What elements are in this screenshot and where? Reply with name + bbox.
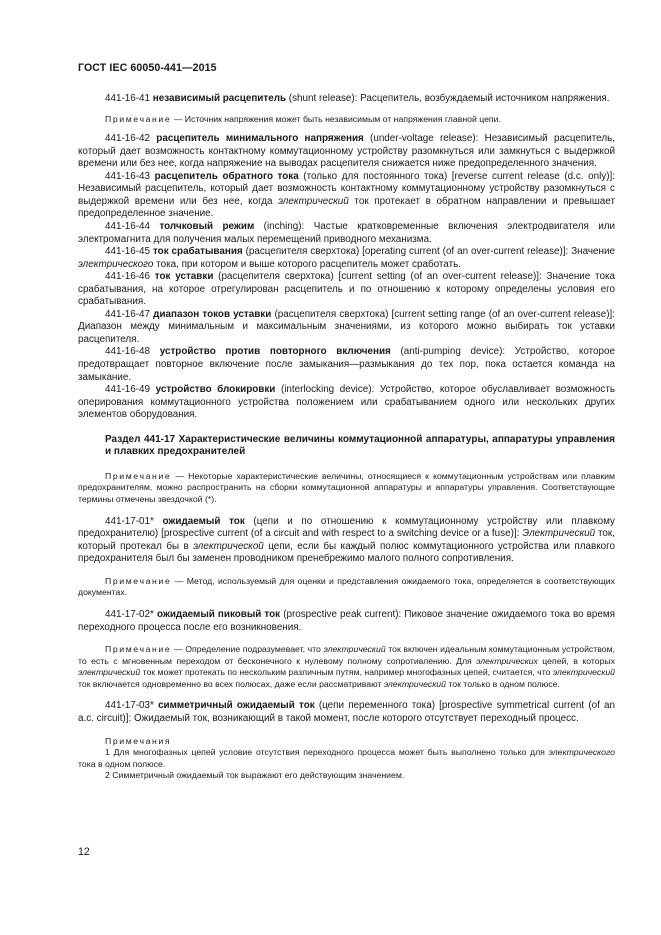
term-definition: (interlocking device): Устройство, которое обуславливает возможность оперирования коммутационного устройства положением или срабатыванием одного или нескольких других элементов оборудования. <box>78 384 615 421</box>
note-label: Примечание <box>105 644 172 655</box>
term-entry <box>78 171 615 221</box>
term-definition: (цепи переменного тока) [prospective symmetrical current (of an a.c. circuit)]: Ожидаемый ток, возникающий в такой момент, после которого отсутствует переходный процесс. <box>78 700 615 724</box>
term-name: расцепитель минимального напряжения <box>156 133 364 145</box>
note-text: — Источник напряжения может быть независимым от напряжения главной цепи. <box>171 113 501 124</box>
note-text: ток только в одном полюсе. <box>445 678 560 689</box>
term-definition: (prospective peak current): Пиковое значение ожидаемого тока во время переходного процесса после его возникновения. <box>78 608 615 633</box>
note-italic: электрический <box>78 667 141 678</box>
term-entry <box>78 609 615 634</box>
note-label: Примечание <box>105 470 172 481</box>
term-entry <box>78 346 615 384</box>
term-definition: тока, при котором и выше которого расцепитель может сработать. <box>153 258 461 270</box>
note-italic: электрический <box>323 644 386 655</box>
note-text: ток включается одновременно во всех полюсах, даже если рассматривают <box>78 678 384 689</box>
term-number: 441-17-02* <box>105 608 154 620</box>
term-definition: (только для постоянного тока) [reverse current release (d.c. only)]: Независимый расцепитель, который дает возможность контактному коммутационному устройству разомкнуться с выдержкой времени или без нее, когда <box>78 170 615 207</box>
term-definition: (расцепителя сверхтока) [operating current (of an over-current release)]: Значение <box>242 246 615 258</box>
term-entry <box>78 246 615 271</box>
note-item <box>78 770 615 782</box>
term-entry <box>78 133 615 171</box>
note <box>78 644 615 690</box>
term-definition: (расцепителя сверхтока) [current setting (of an over-current release)]: Значение тока срабатывания, на которое отрегулирован расцепитель и по отношению к которому определены условия его срабатывания. <box>78 271 615 308</box>
term-name: ток срабатывания <box>152 246 243 258</box>
note <box>78 576 615 599</box>
term-name: расцепитель обратного тока <box>154 170 299 182</box>
term-definition: ток, который протекал бы в <box>78 528 615 552</box>
note-label: Примечания <box>105 735 172 746</box>
term-definition: (расцепителя сверхтока) [current setting range (of an over-current release)]: Диапазон между минимальным и максимальным значениями, из которого можно выбирать ток уставки расцепителя. <box>78 308 616 345</box>
note-text: 2 Симметричный ожидаемый ток выражают его действующим значением. <box>105 770 405 781</box>
note <box>78 471 615 506</box>
term-definition: (цепи и по отношению к коммутационному устройству или плавкому предохранителю) [prospective current (of a circuit and with respect to a switching device or a fuse)]: <box>78 515 615 540</box>
section-title <box>78 434 615 459</box>
term-name: диапазон токов уставки <box>153 308 272 320</box>
term-name: ожидаемый пиковый ток <box>156 608 281 620</box>
term-entry <box>78 384 615 422</box>
term-name: ток уставки <box>154 271 214 283</box>
note-italic: электрический <box>383 678 446 689</box>
section-number: Раздел 441-17 <box>105 433 176 445</box>
term-definition: (anti-pumping device): Устройство, которое предотвращает повторное включение после замыкания—размыкания до тех пор, пока остается команда на замыкание. <box>78 346 615 383</box>
page-content <box>78 93 615 782</box>
notes-heading <box>78 736 615 748</box>
section-name: Характеристические величины коммутационной аппаратуры, аппаратуры управления и плавких предохранителей <box>105 433 615 458</box>
term-entry <box>78 516 615 566</box>
note-text: 1 Для многофазных цепей условие отсутствия переходного процесса может быть выполнено только для <box>105 747 549 758</box>
note <box>78 114 615 126</box>
note-text: ток включен идеальным коммутационным устройством, то есть с мгновенным переходом от бесконечного к нулевому полному сопротивлению. Для <box>78 644 615 666</box>
term-definition: ток протекает в обратном направлении и превышает предопределенное значение. <box>78 195 615 220</box>
term-name: ожидаемый ток <box>162 515 245 527</box>
term-entry <box>78 271 615 309</box>
term-name: толчковый режим <box>159 220 255 232</box>
note-text: — Определение подразумевает, что <box>171 644 324 655</box>
note-text: — Метод, используемый для оценки и представления ожидаемого тока, определяется в соответствующих документах. <box>78 575 615 598</box>
term-definition-italic: Электрический <box>522 528 596 540</box>
note-italic: электрический <box>552 667 615 678</box>
term-number: 441-16-49 <box>105 384 151 396</box>
term-definition-italic: электрической <box>193 540 264 552</box>
note-italic: электрического <box>548 747 615 758</box>
note-text: — Некоторые характеристические величины, относящиеся к коммутационным устройствам или плавким предохранителям, можно распространить на сборки коммутационной аппаратуры и аппаратуры управления. Соответствующие термины отмечены звездочкой (*). <box>78 470 615 504</box>
term-entry <box>78 93 615 106</box>
term-number: 441-16-43 <box>105 170 151 182</box>
term-entry <box>78 700 615 725</box>
term-name: устройство блокировки <box>155 384 276 396</box>
term-number: 441-16-45 <box>105 246 151 258</box>
note-text: цепей, в которых <box>537 655 615 666</box>
note-text: тока в одном полюсе. <box>78 758 166 769</box>
term-definition-italic: электрический <box>278 195 349 207</box>
page-number: 12 <box>78 846 90 858</box>
term-number: 441-16-44 <box>105 220 151 232</box>
note-label: Примечание <box>105 113 172 124</box>
note-italic: электрических <box>476 655 538 666</box>
term-definition: (inching): Частые кратковременные включения электродвигателя или электромагнита для получения малых перемещений приводного механизма. <box>78 220 615 245</box>
term-number: 441-16-48 <box>105 346 151 358</box>
term-definition: (shunt release): Расцепитель, возбуждаемый источником напряжения. <box>286 93 610 104</box>
term-number: 441-17-01* <box>105 515 154 527</box>
term-entry <box>78 309 615 347</box>
term-number: 441-16-46 <box>105 271 151 283</box>
term-definition: цепи, если бы каждый полюс коммутационного устройства или плавкого предохранителя был бы заменен проводником пренебрежимо малого полного сопротивления. <box>78 540 616 565</box>
term-definition-italic: электрического <box>78 258 154 270</box>
note-item <box>78 747 615 770</box>
note-label: Примечание <box>105 575 172 586</box>
term-name: независимый расцепитель <box>152 93 287 104</box>
term-number: 441-16-42 <box>105 133 151 145</box>
term-number: 441-17-03* <box>105 700 154 712</box>
note-text: ток может протекать по нескольким различным путям, например многофазных цепей, считается, что <box>140 667 553 678</box>
document-header: ГОСТ IEC 60050-441—2015 <box>78 62 217 74</box>
term-number: 441-16-41 <box>105 93 151 104</box>
term-name: устройство против повторного включения <box>159 346 391 358</box>
term-number: 441-16-47 <box>105 308 151 320</box>
term-definition: (under-voltage release): Независимый расцепитель, который дает возможность контактному коммутационному устройству разомкнуться или замкнуться с выдержкой времени или без нее, когда напряжение на выводах расцепителя снижается ниже предопределенного значения. <box>78 133 615 170</box>
term-entry <box>78 221 615 246</box>
term-name: симметричный ожидаемый ток <box>158 700 315 712</box>
